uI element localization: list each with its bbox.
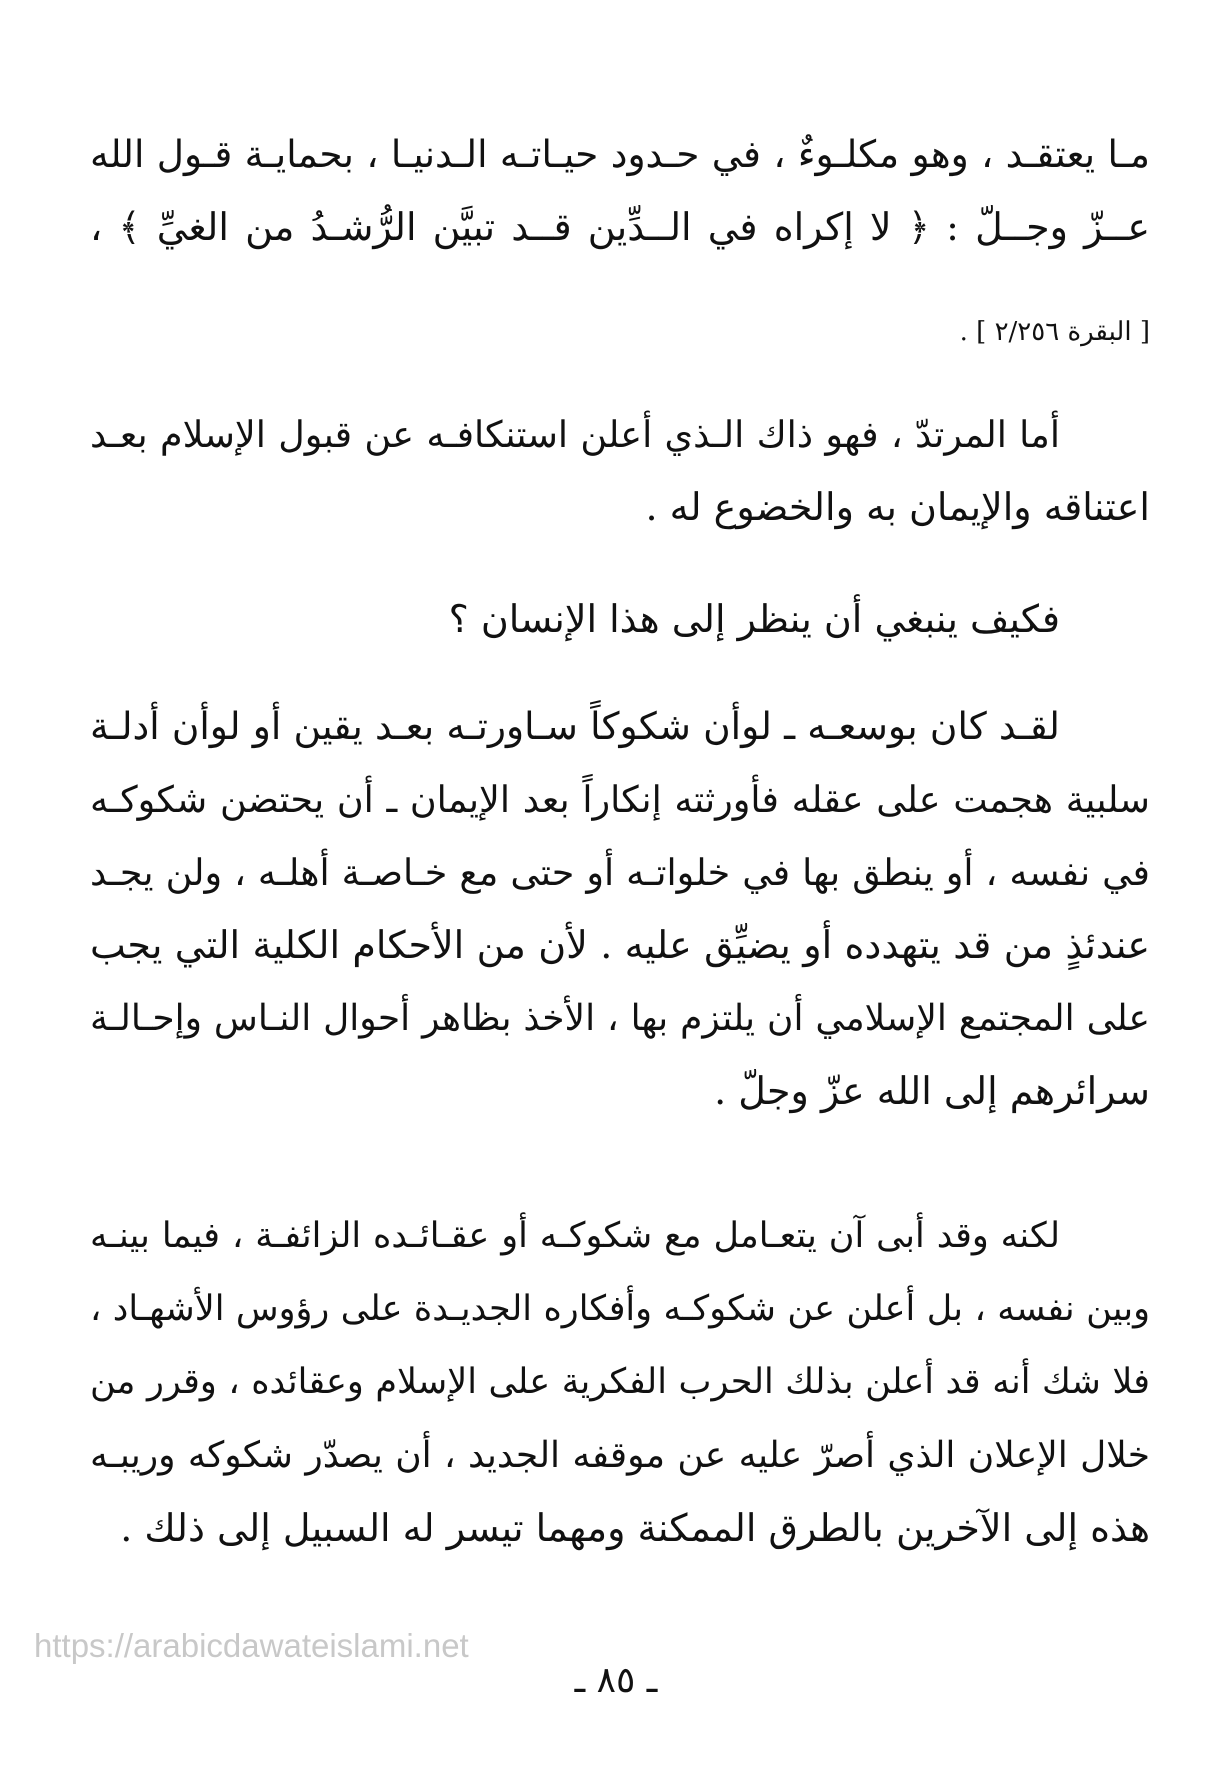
paragraph-1	[90, 118, 1150, 264]
text-line: فلا شك أنه قد أعلن بذلك الحرب الفكرية على الإسلام وعقائده ، وقرر من	[90, 1362, 1150, 1402]
watermark-url: https://arabicdawateislami.net	[34, 1627, 469, 1664]
paragraph-2	[90, 398, 1150, 544]
paragraph-3	[90, 583, 1150, 656]
text-line: وبين نفسه ، بل أعلن عن شكوكـه وأفكاره الجديـدة على رؤوس الأشهـاد ،	[90, 1289, 1150, 1329]
paragraph-4	[90, 690, 1150, 1128]
text-line: هذه إلى الآخرين بالطرق الممكنة ومهما تيسر له السبيل إلى ذلك .	[120, 1506, 1150, 1550]
text-line: اعتناقه والإيمان به والخضوع له .	[645, 485, 1150, 529]
text-line: سلبية هجمت على عقله فأورثته إنكاراً بعد الإيمان ـ أن يحتضن شكوكـه	[90, 778, 1150, 821]
text-line: فكيف ينبغي أن ينظر إلى هذا الإنسان ؟	[448, 597, 1060, 641]
text-line: عــزّ وجــلّ : ﴿ لا إكراه في الــدِّين قــد تبيَّن الرُّشـدُ من الغيِّ ﴾ ،	[90, 205, 1150, 249]
text-line: سرائرهم إلى الله عزّ وجلّ .	[714, 1069, 1150, 1113]
page-number: ـ ٨٥ ـ	[574, 1660, 658, 1701]
text-line: في نفسه ، أو ينطق بها في خلواتـه أو حتى مع خـاصـة أهلـه ، ولن يجـد	[90, 851, 1150, 894]
text-line: لكنه وقد أبى آن يتعـامل مع شكوكـه أو عقـائـده الزائفـة ، فيما بينـه	[90, 1216, 1060, 1256]
paragraph-5	[90, 1200, 1150, 1565]
text-line: خلال الإعلان الذي أصرّ عليه عن موقفه الجديد ، أن يصدّر شكوكه وريبـه	[90, 1435, 1150, 1476]
text-line: مـا يعتقـد ، وهو مكلـوءٌ ، في حـدود حيـاتـه الـدنيـا ، بحمايـة قـول الله	[90, 132, 1150, 176]
quran-reference: [ البقرة ٢/٢٥٦ ] .	[959, 317, 1150, 347]
text-line: على المجتمع الإسلامي أن يلتزم بها ، الأخذ بظاهر أحوال النـاس وإحـالـة	[90, 998, 1150, 1039]
text-line: عندئذٍ من قد يتهدده أو يضيِّق عليه . لأن من الأحكام الكلية التي يجب	[90, 923, 1150, 967]
text-line: أما المرتدّ ، فهو ذاك الـذي أعلن استنكافـه عن قبول الإسلام بعـد	[90, 413, 1060, 456]
text-line: لقـد كان بوسعـه ـ لوأن شكوكاً سـاورتـه بعـد يقين أو لوأن أدلـة	[90, 704, 1060, 748]
